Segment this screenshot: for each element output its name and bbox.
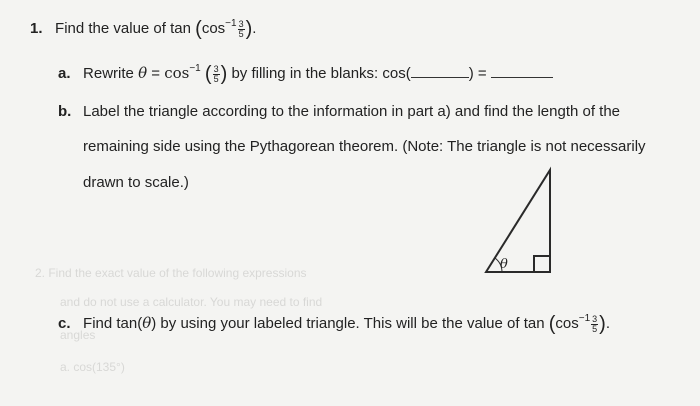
problem-fraction: $\frac{3}{5}$ [238,18,244,39]
part-b-line-2: remaining side using the Pythagorean theorem. (Note: The triangle is not necessarily [83,138,646,155]
part-c-func: cos [555,315,579,332]
part-a-close: ) [468,65,474,82]
value-blank[interactable] [491,65,553,78]
right-triangle-diagram [478,166,568,278]
part-c-theta: θ [142,314,152,332]
problem-1-statement: 1. Find the value of $\tan (\cos^{-1}$ $\frac{3}{5}$ ). [30,18,257,40]
part-a-equals: = [151,65,161,82]
part-a-label: a. [58,65,71,82]
right-angle-marker [534,256,550,272]
part-c-exponent: −1 [578,313,591,324]
part-b-line-3: drawn to scale.) [83,174,189,191]
part-a-rewrite: Rewrite [83,65,134,82]
problem-prompt: Find the value of tan [55,20,191,37]
problem-func: cos [201,20,226,37]
part-c-end-punct: . [605,315,610,332]
problem-exponent: −1 [225,18,237,29]
problem-end-punct: . [252,20,257,37]
theta-label: θ [500,257,508,272]
part-a-statement: a. Rewrite $\theta = \cos^{-1}$ ( $\frac{3}{5}$ ) by filling in the blanks: cos( ) = [58,63,553,86]
bleed-through-text: angles [60,328,96,342]
part-a-cos: cos [164,64,190,82]
bleed-through-text: and do not use a calculator. You may need to find [60,295,323,309]
part-c-label: c. [58,315,71,332]
part-a-equals2: = [477,65,487,82]
bleed-through-text: a. cos(135°) [60,360,125,374]
part-b-line-1: Label the triangle according to the information in part a) and find the length of the [83,103,621,120]
part-a-fraction: $\frac{3}{5}$ [213,63,219,84]
part-a-instruction: by filling in the blanks: cos( [231,65,411,82]
part-c-text-post: ) by using your labeled triangle. This will be the value of tan [151,315,545,332]
part-a-theta: θ [138,64,148,82]
part-b-label: b. [58,103,72,120]
part-b-label-line [58,103,71,120]
part-c-text-pre: Find tan( [83,315,143,332]
part-c-fraction: $\frac{3}{5}$ [592,313,598,334]
bleed-through-text: 2. Find the exact value of the following expressions [35,266,307,280]
problem-number: 1. [30,20,43,37]
angle-blank[interactable] [411,65,469,78]
part-a-exponent: −1 [189,63,201,74]
part-c-statement: c. Find tan(θ) by using your labeled triangle. This will be the value of $\tan (\cos^{-1}$ $\frac{3}{5}$ ). [58,313,610,335]
